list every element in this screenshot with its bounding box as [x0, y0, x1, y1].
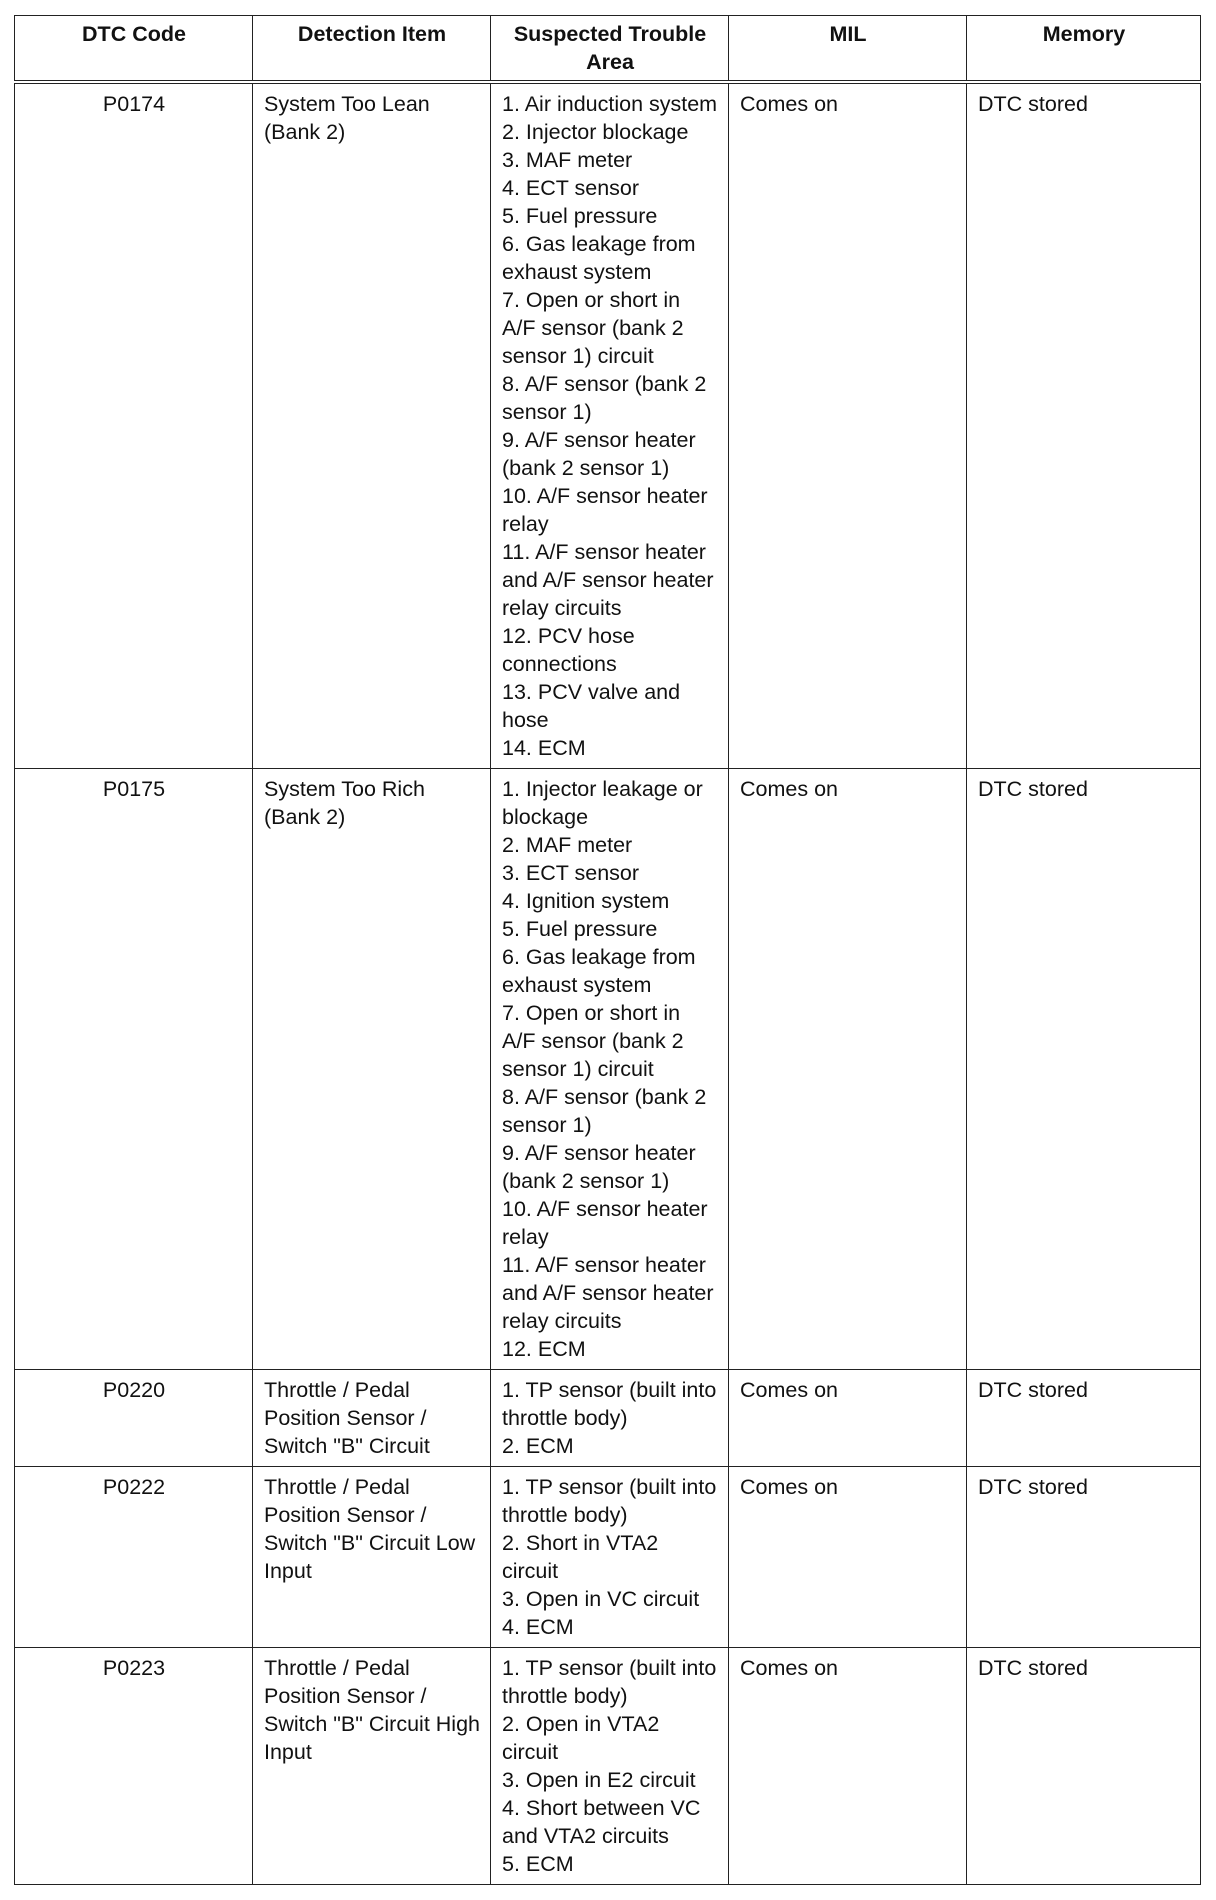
trouble-area-item: 3. Open in E2 circuit	[502, 1768, 696, 1792]
trouble-area-item: 4. Short between VC and VTA2 circuits	[502, 1796, 701, 1848]
trouble-area-item: 2. Injector blockage	[502, 120, 689, 144]
trouble-area-list	[502, 90, 718, 762]
table-row	[15, 1648, 1201, 1885]
dtc-code-cell: P0175	[15, 769, 253, 1370]
detection-item-cell: System Too Rich (Bank 2)	[253, 769, 491, 1370]
detection-item-cell: Throttle / Pedal Position Sensor / Switch "B" Circuit	[253, 1370, 491, 1467]
table-header-row	[15, 16, 1201, 83]
trouble-area-item: 4. Ignition system	[502, 889, 670, 913]
trouble-area-item: 2. ECM	[502, 1434, 574, 1458]
detection-item-cell: System Too Lean (Bank 2)	[253, 82, 491, 769]
trouble-area-item: 13. PCV valve and hose	[502, 680, 681, 732]
memory-cell: DTC stored	[967, 1648, 1201, 1885]
dtc-code-cell: P0220	[15, 1370, 253, 1467]
trouble-area-item: 3. Open in VC circuit	[502, 1587, 700, 1611]
trouble-area-list	[502, 1473, 718, 1641]
trouble-area-item: 5. ECM	[502, 1852, 574, 1876]
trouble-area-item: 4. ECT sensor	[502, 176, 640, 200]
mil-cell: Comes on	[729, 1370, 967, 1467]
trouble-area-item: 9. A/F sensor heater (bank 2 sensor 1)	[502, 428, 696, 480]
trouble-area-item: 12. PCV hose connections	[502, 624, 635, 676]
table-row	[15, 82, 1201, 769]
memory-cell: DTC stored	[967, 1467, 1201, 1648]
trouble-area-list	[502, 775, 718, 1363]
trouble-area-item: 1. Injector leakage or blockage	[502, 777, 703, 829]
memory-cell: DTC stored	[967, 1370, 1201, 1467]
trouble-area-list	[502, 1376, 718, 1460]
trouble-area-item: 11. A/F sensor heater and A/F sensor heater relay circuits	[502, 1253, 714, 1333]
mil-cell: Comes on	[729, 1467, 967, 1648]
suspected-trouble-area-cell	[491, 769, 729, 1370]
dtc-table	[14, 15, 1201, 1885]
memory-cell: DTC stored	[967, 82, 1201, 769]
trouble-area-list	[502, 1654, 718, 1878]
trouble-area-item: 1. TP sensor (built into throttle body)	[502, 1475, 717, 1527]
trouble-area-item: 3. MAF meter	[502, 148, 633, 172]
trouble-area-item: 5. Fuel pressure	[502, 917, 658, 941]
header-detection-item: Detection Item	[253, 16, 491, 83]
dtc-code-cell: P0174	[15, 82, 253, 769]
suspected-trouble-area-cell	[491, 1467, 729, 1648]
trouble-area-item: 9. A/F sensor heater (bank 2 sensor 1)	[502, 1141, 696, 1193]
header-dtc-code: DTC Code	[15, 16, 253, 83]
trouble-area-item: 2. Short in VTA2 circuit	[502, 1531, 659, 1583]
trouble-area-item: 10. A/F sensor heater relay	[502, 1197, 708, 1249]
header-mil: MIL	[729, 16, 967, 83]
mil-cell: Comes on	[729, 82, 967, 769]
trouble-area-item: 4. ECM	[502, 1615, 574, 1639]
trouble-area-item: 11. A/F sensor heater and A/F sensor heater relay circuits	[502, 540, 714, 620]
trouble-area-item: 5. Fuel pressure	[502, 204, 658, 228]
memory-cell: DTC stored	[967, 769, 1201, 1370]
trouble-area-item: 7. Open or short in A/F sensor (bank 2 sensor 1) circuit	[502, 1001, 684, 1081]
table-row	[15, 1467, 1201, 1648]
trouble-area-item: 1. Air induction system	[502, 92, 718, 116]
trouble-area-item: 6. Gas leakage from exhaust system	[502, 232, 696, 284]
suspected-trouble-area-cell	[491, 82, 729, 769]
header-suspected-trouble-area: Suspected Trouble Area	[491, 16, 729, 83]
trouble-area-item: 6. Gas leakage from exhaust system	[502, 945, 696, 997]
dtc-code-cell: P0222	[15, 1467, 253, 1648]
trouble-area-item: 8. A/F sensor (bank 2 sensor 1)	[502, 372, 707, 424]
dtc-code-cell: P0223	[15, 1648, 253, 1885]
table-row	[15, 769, 1201, 1370]
trouble-area-item: 1. TP sensor (built into throttle body)	[502, 1656, 717, 1708]
trouble-area-item: 7. Open or short in A/F sensor (bank 2 sensor 1) circuit	[502, 288, 684, 368]
trouble-area-item: 2. MAF meter	[502, 833, 633, 857]
mil-cell: Comes on	[729, 769, 967, 1370]
header-memory: Memory	[967, 16, 1201, 83]
table-row	[15, 1370, 1201, 1467]
trouble-area-item: 2. Open in VTA2 circuit	[502, 1712, 660, 1764]
suspected-trouble-area-cell	[491, 1370, 729, 1467]
detection-item-cell: Throttle / Pedal Position Sensor / Switch "B" Circuit High Input	[253, 1648, 491, 1885]
suspected-trouble-area-cell	[491, 1648, 729, 1885]
trouble-area-item: 10. A/F sensor heater relay	[502, 484, 708, 536]
trouble-area-item: 3. ECT sensor	[502, 861, 640, 885]
trouble-area-item: 12. ECM	[502, 1337, 586, 1361]
trouble-area-item: 14. ECM	[502, 736, 586, 760]
trouble-area-item: 1. TP sensor (built into throttle body)	[502, 1378, 717, 1430]
table-body	[15, 82, 1201, 1885]
mil-cell: Comes on	[729, 1648, 967, 1885]
detection-item-cell: Throttle / Pedal Position Sensor / Switch "B" Circuit Low Input	[253, 1467, 491, 1648]
trouble-area-item: 8. A/F sensor (bank 2 sensor 1)	[502, 1085, 707, 1137]
